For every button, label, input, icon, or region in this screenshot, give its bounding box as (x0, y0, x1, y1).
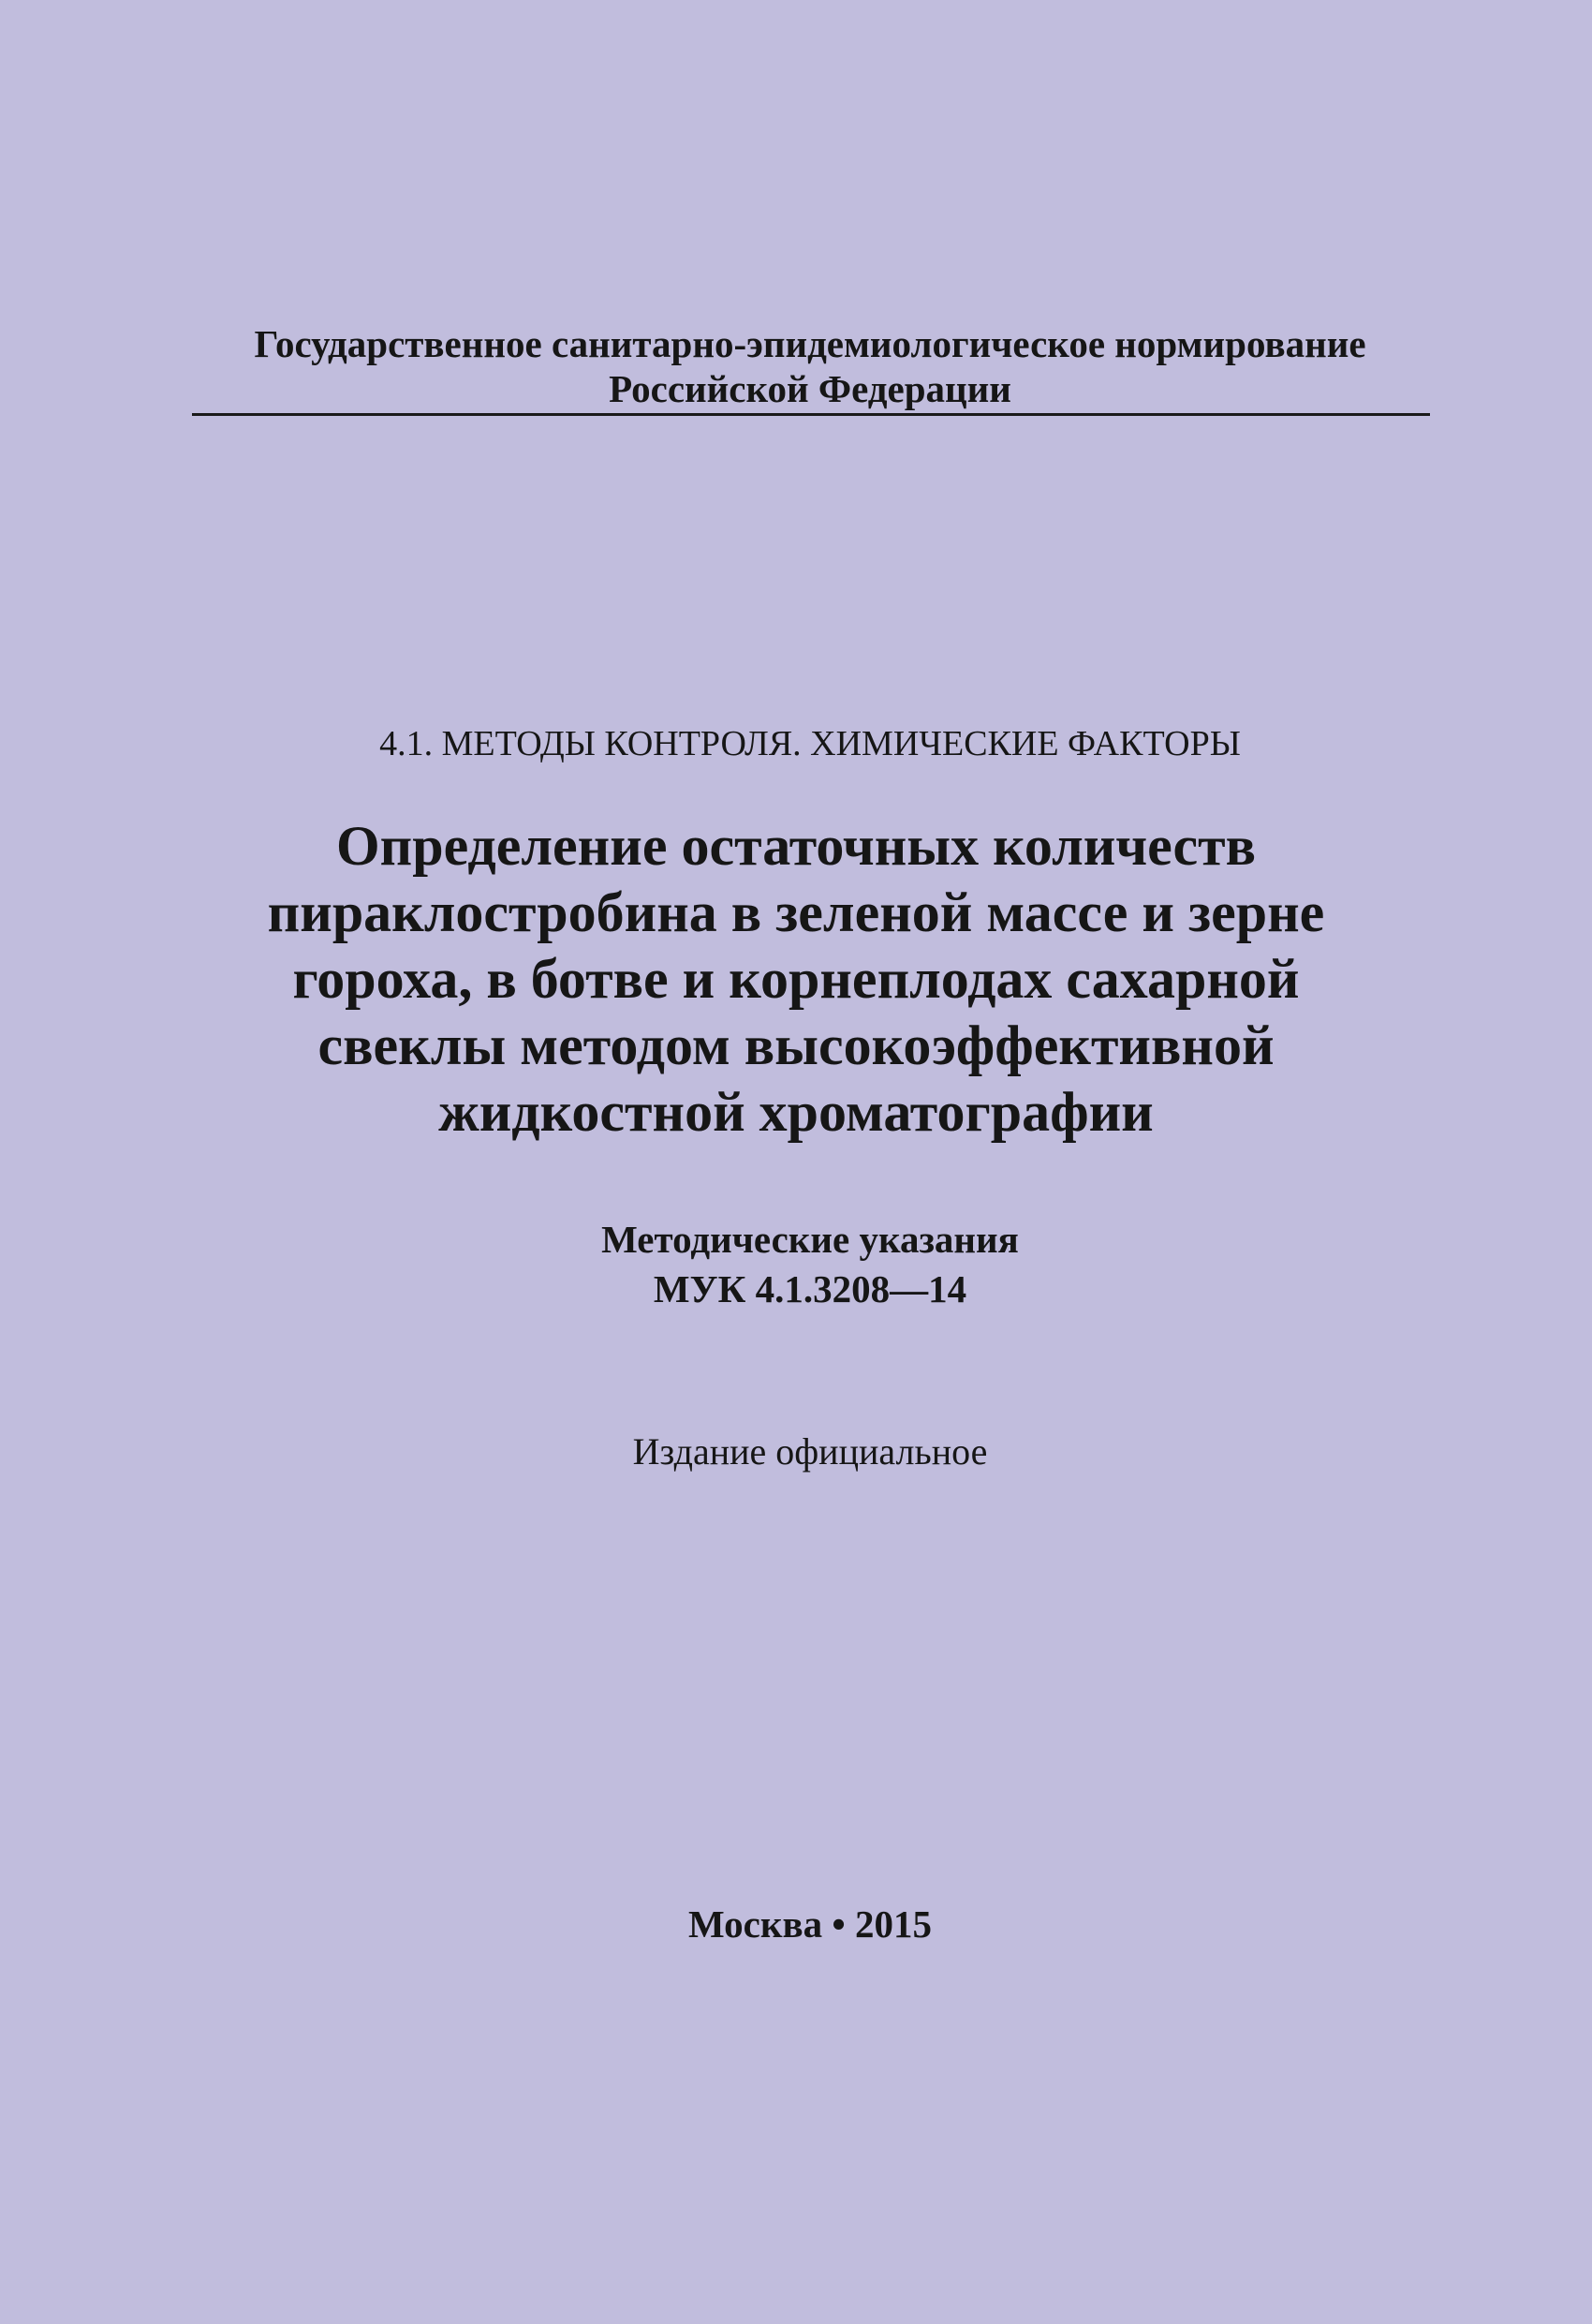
issuing-authority-header (192, 321, 1428, 411)
header-divider (192, 413, 1430, 416)
title-line-2: пираклостробина в зеленой массе и зерне (267, 881, 1325, 943)
document-type-name: Методические указания (601, 1218, 1019, 1261)
document-code: МУК 4.1.3208—14 (653, 1267, 967, 1310)
edition-label: Издание официальное (632, 1430, 988, 1473)
header-line-2: Российской Федерации (609, 367, 1011, 410)
document-type-block (281, 1215, 1339, 1314)
header-line-1: Государственное санитарно-эпидемиологическое нормирование (254, 322, 1366, 365)
title-line-5: жидкостной хроматографии (438, 1081, 1154, 1143)
title-line-4: свеклы методом высокоэффективной (317, 1014, 1275, 1076)
title-line-1: Определение остаточных количеств (335, 815, 1257, 877)
series-title: 4.1. МЕТОДЫ КОНТРОЛЯ. ХИМИЧЕСКИЕ ФАКТОРЫ (379, 724, 1241, 763)
document-title (140, 813, 1452, 1146)
imprint-city-year: Москва • 2015 (688, 1902, 932, 1946)
title-line-3: гороха, в ботве и корнеплодах сахарной (292, 948, 1300, 1010)
